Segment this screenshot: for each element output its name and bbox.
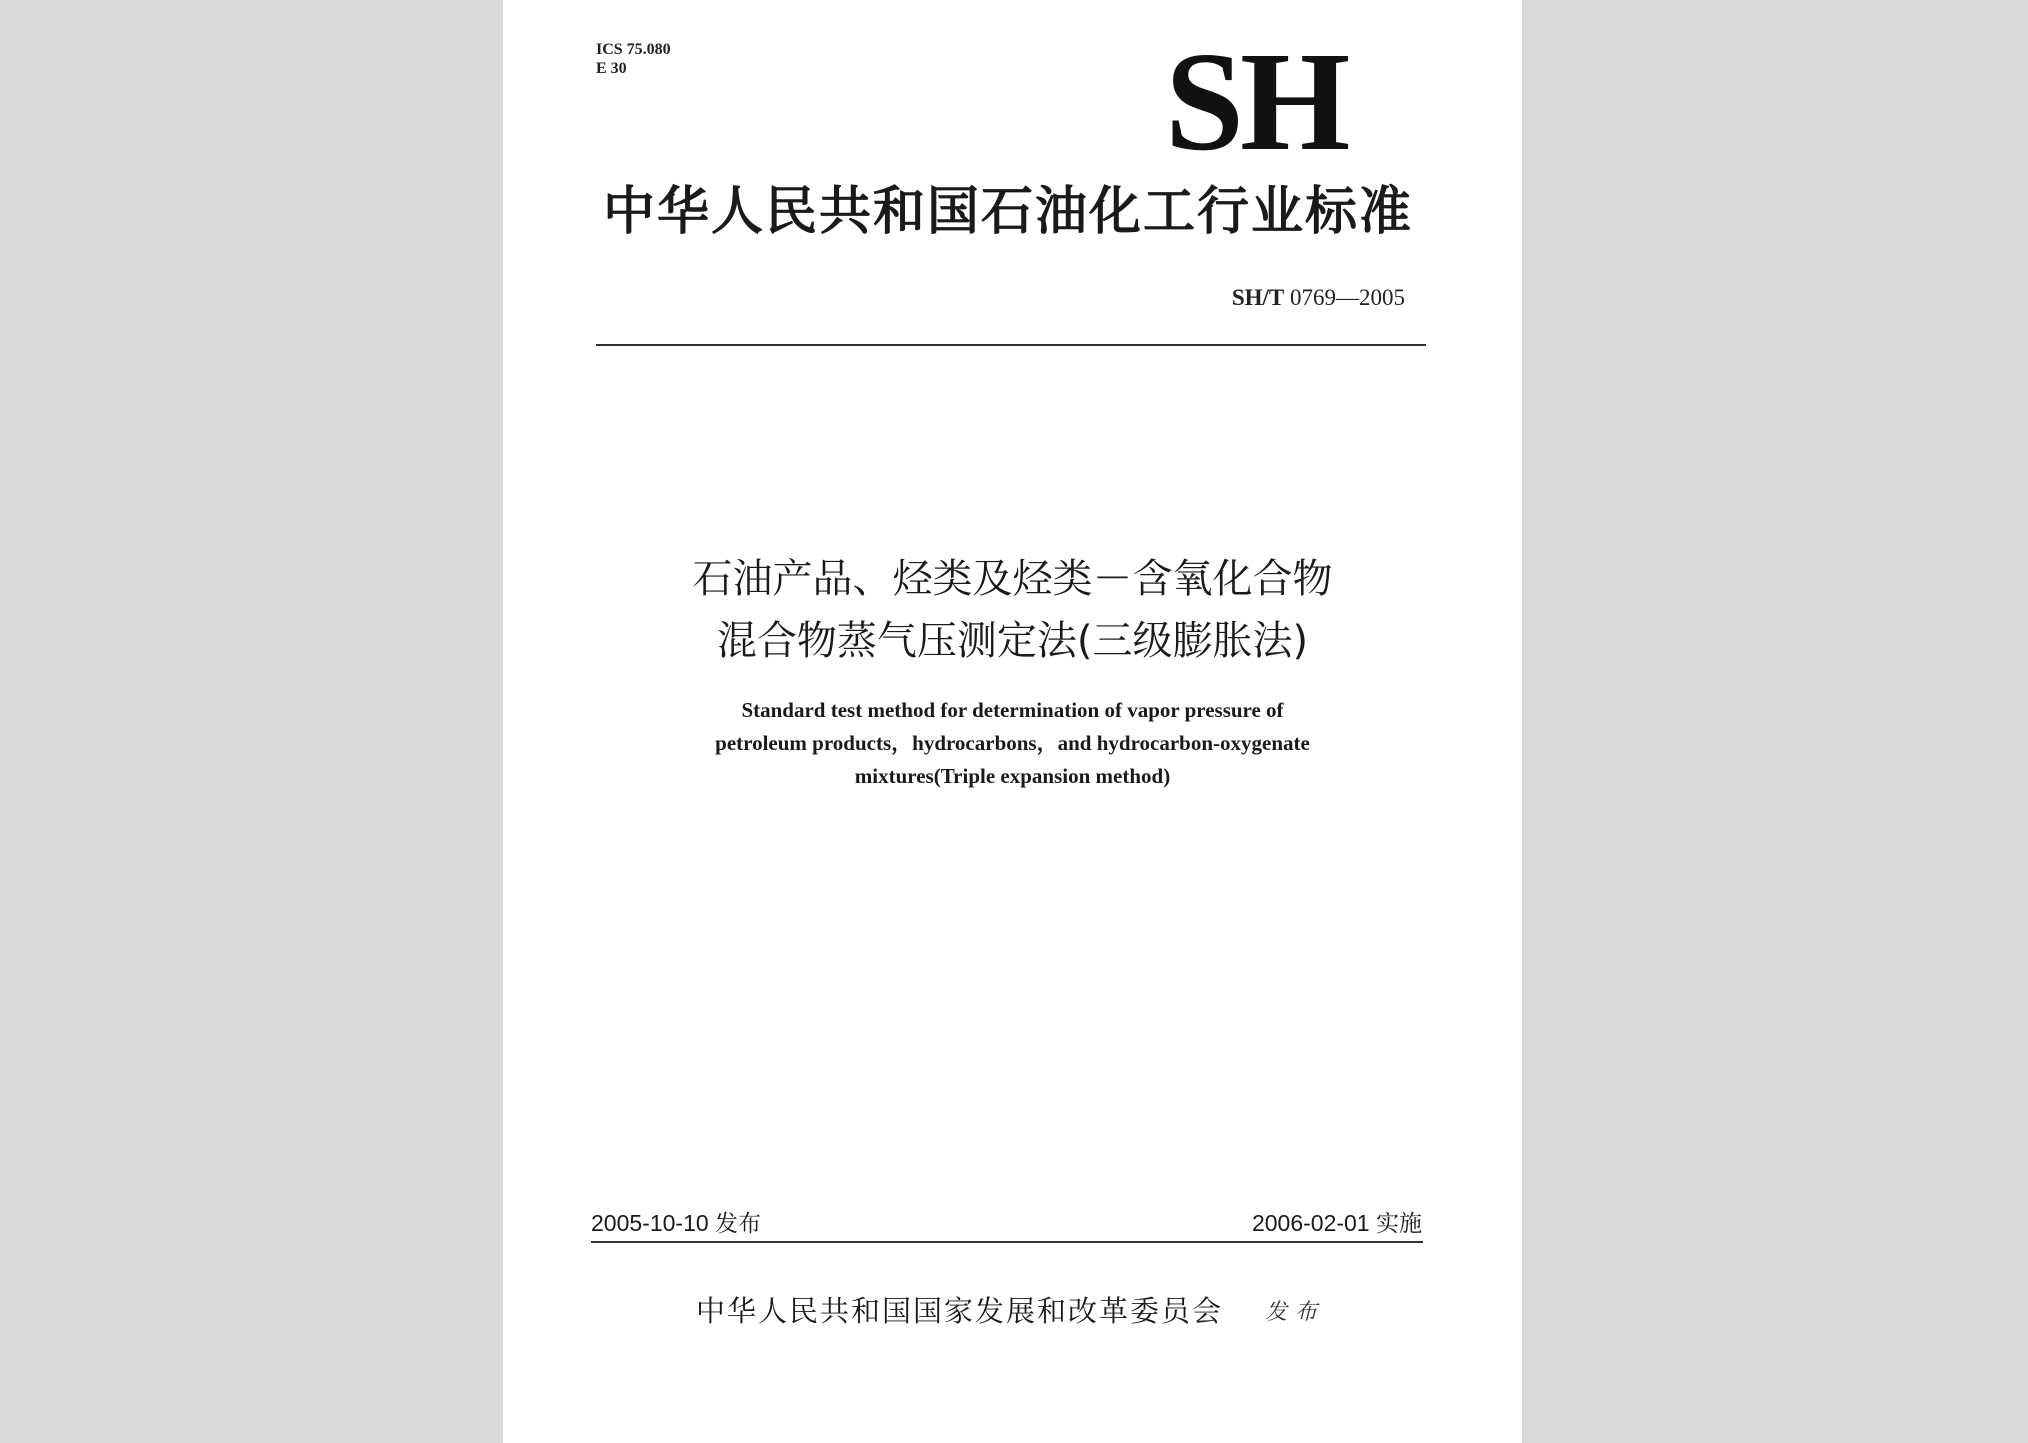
issue-date: 2005-10-10 发布 (591, 1210, 762, 1236)
issuing-label: 发布 (1265, 1300, 1326, 1325)
issuing-authority: 中华人民共和国国家发展和改革委员会 (696, 1294, 1224, 1328)
chinese-title-line: 石油产品、烃类及烃类－含氧化合物 (692, 556, 1333, 602)
sh-logo: SH (1165, 22, 1347, 180)
document-page (503, 0, 1522, 1443)
ccs-code: E 30 (596, 60, 627, 77)
classification-codes (596, 40, 671, 78)
english-title-line: petroleum products，hydrocarbons，and hydrocarbon-oxygenate (715, 731, 1310, 755)
chinese-title-line: 混合物蒸气压测定法(三级膨胀法) (716, 618, 1309, 664)
english-title-line: Standard test method for determination of vapor pressure of (741, 698, 1284, 722)
standard-number-prefix: SH/T (1231, 285, 1285, 310)
standard-number (1232, 283, 1405, 313)
footer-divider (591, 1241, 1423, 1243)
ics-code: ICS 75.080 (596, 41, 671, 58)
english-title-line: mixtures(Triple expansion method) (854, 764, 1171, 788)
english-title (503, 694, 1522, 793)
standard-number-value: 0769—2005 (1284, 285, 1405, 310)
header-divider (596, 344, 1426, 346)
effective-date: 2006-02-01 实施 (1251, 1210, 1422, 1236)
chinese-title (503, 548, 1522, 672)
standard-category-title: 中华人民共和国石油化工行业标准 (602, 182, 1413, 242)
